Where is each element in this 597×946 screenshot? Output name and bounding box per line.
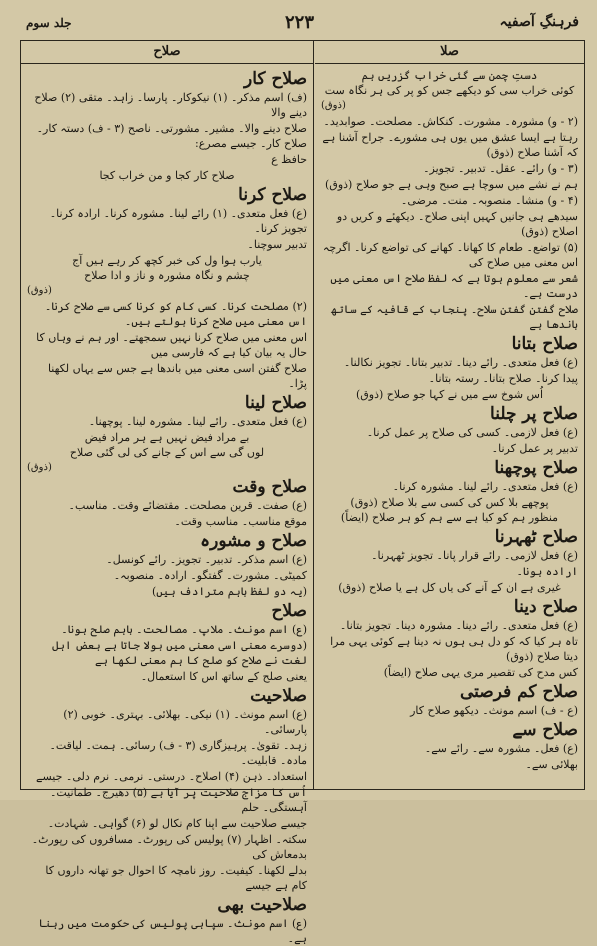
note-line: (یہ دو لفظ باہم مترادف ہیں) <box>152 585 307 598</box>
source-tag: (ذوق) <box>27 462 52 473</box>
definition-line: (ع) فعل متعدی۔ رائے لینا۔ مشورہ لینا۔ پوچھنا۔ <box>88 415 307 428</box>
definition-line: (۲) مصلحت کرنا۔ کسی کام کو کرنا کسی سے صلاح کرنا۔ اس معنی میں صلاح کرنا بولتے ہیں۔ <box>44 300 307 328</box>
headword: صلاح کار <box>244 69 307 89</box>
verse-line: لوں گی سے اس کے جانے کی لی گئی صلاح <box>69 446 265 459</box>
page-number: ۲۲۳ <box>284 12 314 33</box>
definition-line: (ع) فعل متعدی۔ رائے دینا۔ تدبیر بتانا۔ تجویز نکالنا۔ <box>343 356 578 369</box>
right-column-heading: صلا <box>315 41 584 64</box>
source-tag: (ذوق) <box>27 285 52 296</box>
definition-line: (ع - ف) اسم مونث۔ دیکھو صلاح کار <box>410 704 578 717</box>
definition-line: (۲ - و) مشورہ۔ مشورت۔ کنکاش۔ مصلحت۔ صوابدید۔ <box>323 115 578 128</box>
headword: صلاحیت بھی <box>217 895 307 915</box>
definition-line: (ع) فعل متعدی۔ رائے دینا۔ مشورہ دینا۔ تجویز بتانا۔ <box>339 619 578 632</box>
definition-line: حافظ ع <box>271 153 307 166</box>
definition-line: اُس کا مزاج صلاحیت پر آیا ہے (۵) دھیرج۔ طمانیت۔ آہستگی۔ حلم <box>49 786 307 814</box>
definition-line: یعنی صلح کے ساتھ اس کا استعمال۔ <box>140 670 307 683</box>
definition-line: بھلائی سے۔ <box>525 758 578 771</box>
definition-line: کمیٹی۔ مشورت۔ گفتگو۔ ارادہ۔ منصوبہ۔ <box>113 569 307 582</box>
definition-line: اس معنی میں صلاح کرنا نہیں سمجھتے۔ اور ہم نے وہاں کا حال یہ بیان کیا ہے کہ فارسی میں <box>36 331 307 359</box>
book-title: فرہنگِ آصفیہ <box>499 14 579 30</box>
headword: صلاح کم فرصتی <box>459 682 578 702</box>
definition-line: (۵) تواضع۔ طعام کا کھانا۔ کھانے کی تواضع کرنا۔ اگرچہ اس معنی میں صلاح کی <box>322 241 578 269</box>
verse-line: صلاح کار کجا و من خراب کجا <box>99 169 235 182</box>
verse-line: پوچھے بلا کس کی کسی سے بلا صلاح (ذوق) <box>350 496 549 509</box>
definition-line: (ع) اسم مونث۔ (۱) نیکی۔ بھلائی۔ بہتری۔ خوبی (۲) پارسائی۔ <box>63 708 307 736</box>
right-column <box>315 41 584 789</box>
definition-line: (۳ - و) رائے۔ عقل۔ تدبیر۔ تجویز۔ <box>423 162 578 175</box>
verse-line: چشم و نگاہ مشورہ و ناز و ادا صلاح <box>84 269 250 282</box>
page-frame <box>20 40 585 945</box>
verse-line: منظور ہم کو کیا ہے سے ہم کو ہر صلاح (ایضاً) <box>340 511 559 524</box>
headword: صلاحیت <box>250 686 307 706</box>
headword: صلاح پر چلنا <box>490 404 578 424</box>
definition-line: تاہ ہر کیا کہ کو دل ہی ہوں نہ دینا ہے کوئی یہی مرا دیتا صلاح (ذوق) <box>330 635 578 663</box>
verse-line: کوئی خراب سی کو دیکھے جس کو پر کی ہر نگاہ ست <box>324 84 575 97</box>
headword: صلاح پوچھنا <box>494 458 578 478</box>
headword: صلاح لینا <box>244 393 307 413</box>
headword: صلاح سے <box>512 720 578 740</box>
definition-line: رہتا ہے ایسا عشق میں یوں ہی مشورے۔ جراح آشنا ہے کہ آشنا صلاح (ذوق) <box>322 131 578 159</box>
definition-line: (۴ - و) منشا۔ منصوبہ۔ منت۔ مرضی۔ <box>400 194 578 207</box>
definition-line: صلاح گفتن گفتن سلاح۔ پنجاب کے قافیہ کے ساتھ باندھا ہے <box>330 303 578 331</box>
definition-line: زہد۔ تقویٰ۔ پرہیزگاری (۳ - ف) رسائی۔ ہمت۔ لیاقت۔ مادہ۔ قابلیت۔ <box>49 739 307 767</box>
definition-line: صلاح دینے والا۔ مشیر۔ مشورتی۔ ناصح (۳ - ف) دستہ کار۔ صلاح کار۔ جیسے مصرع: <box>36 122 307 150</box>
headword: صلاح <box>271 601 307 621</box>
definition-line: تدبیر پر عمل کرنا۔ <box>491 442 578 455</box>
source-tag: (ذوق) <box>321 100 346 111</box>
definition-line: موقع مناسب۔ مناسب وقت۔ <box>174 515 307 528</box>
column-divider <box>313 41 314 789</box>
definition-line: (ع) فعل متعدی۔ (۱) رائے لینا۔ مشورہ کرنا۔ ارادہ کرنا۔ تجویز کرنا۔ <box>49 207 307 235</box>
definition-line: صلاح گفتن اسی معنی میں باندھا ہے جس سے یہاں لکھنا پڑا۔ <box>47 362 307 390</box>
page-header <box>14 10 585 38</box>
definition-line: (ع) اسم مذکر۔ تدبیر۔ تجویز۔ رائے کونسل۔ <box>106 553 307 566</box>
definition-line: (ع) صفت۔ قرین مصلحت۔ مقتضائے وقت۔ مناسب۔ <box>68 499 307 512</box>
definition-line: (ف) اسم مذکر۔ (۱) نیکوکار۔ پارسا۔ زاہد۔ متقی (۲) صلاح دینے والا <box>34 91 307 119</box>
definition-line: ارادہ ہونا۔ <box>516 565 578 578</box>
definition-line: سکتہ۔ اظہار (۷) پولیس کی رپورٹ۔ مسافروں کی رپورٹ۔ بدمعاش کی <box>31 833 307 861</box>
verse-line: اُس شوخ سے میں نے کہا جو صلاح (ذوق) <box>355 388 544 401</box>
definition-line: (ع) اسم مونث۔ ملاپ۔ مصالحت۔ باہم صلح ہونا۔ <box>61 623 307 636</box>
headword: صلاح وقت <box>232 477 307 497</box>
definition-line: (ع) اسم مونث۔ سپاہی پولیس کی حکومت میں رہنا ہے۔ <box>38 917 307 945</box>
headword: صلاح و مشورہ <box>200 531 307 551</box>
left-column-heading: صلاح <box>21 41 313 64</box>
definition-line: (ع) فعل۔ مشورہ سے۔ رائے سے۔ <box>424 742 578 755</box>
definition-line: پیدا کرنا۔ صلاح بتانا۔ رستہ بتانا۔ <box>428 372 578 385</box>
definition-line: (ع) فعل لازمی۔ کسی کی صلاح پر عمل کرنا۔ <box>366 426 578 439</box>
definition-line: (ع) فعل متعدی۔ رائے لینا۔ مشورہ کرنا۔ <box>392 480 578 493</box>
verse-line: یارب ہوا ول کی خبر کچھ کر رہے ہیں آج <box>72 254 262 267</box>
definition-line: ہم نے نشے میں سوچا ہے صبح وہی ہے جو صلاح (ذوق) <box>325 178 578 191</box>
definition-line: (دوسرے معنی اسی معنی میں بولا جاتا ہے بعض اہل لغت نے صلاح کو صلح کا ہم معنی لکھا ہے <box>52 639 307 667</box>
headword: صلاح کرنا <box>238 185 307 205</box>
definition-line: سیدھے ہی جانیں کہیں اپنی صلاح۔ دیکھئے و کریں دو اصلاح (ذوق) <box>336 210 578 238</box>
verse-line: غیری ہے ان کے آنے کی یاں کل ہے یا صلاح (ذوق) <box>338 581 561 594</box>
headword: صلاح بتانا <box>511 334 578 354</box>
definition-line: تدبیر سوچنا۔ <box>247 238 307 251</box>
verse-line: بے مراد فیض نہیں ہے ہر مراد فیض <box>84 431 250 444</box>
headword: صلاح ٹھہرنا <box>494 527 578 547</box>
left-column <box>21 41 313 945</box>
definition-line: بدلے لکھنا۔ کیفیت۔ روز نامچہ کا احوال جو تھانہ داروں کا کام ہے جیسے <box>45 864 307 892</box>
volume-label: جلد سوم <box>26 16 72 30</box>
headword: صلاح دینا <box>513 597 578 617</box>
definition-line: جیسے صلاحیت سے اپنا کام نکال لو (۶) گواہی۔ شہادت۔ <box>47 817 307 830</box>
definition-line: شعر سے معلوم ہوتا ہے کہ لفظ صلاح اس معنی میں درست ہے۔ <box>330 272 578 300</box>
definition-line: استعداد۔ ذہن (۴) اصلاح۔ درستی۔ نرمی۔ نرم دلی۔ جیسے <box>36 770 307 783</box>
verse-line: دستِ چمن سے گئی خراب گزریں ہم <box>361 69 538 82</box>
definition-line: کس مدح کی تقصیر مری یہی صلاح (ایضاً) <box>383 666 578 679</box>
definition-line: (ع) فعل لازمی۔ رائے قرار پانا۔ تجویز ٹھہرنا۔ <box>371 549 578 562</box>
